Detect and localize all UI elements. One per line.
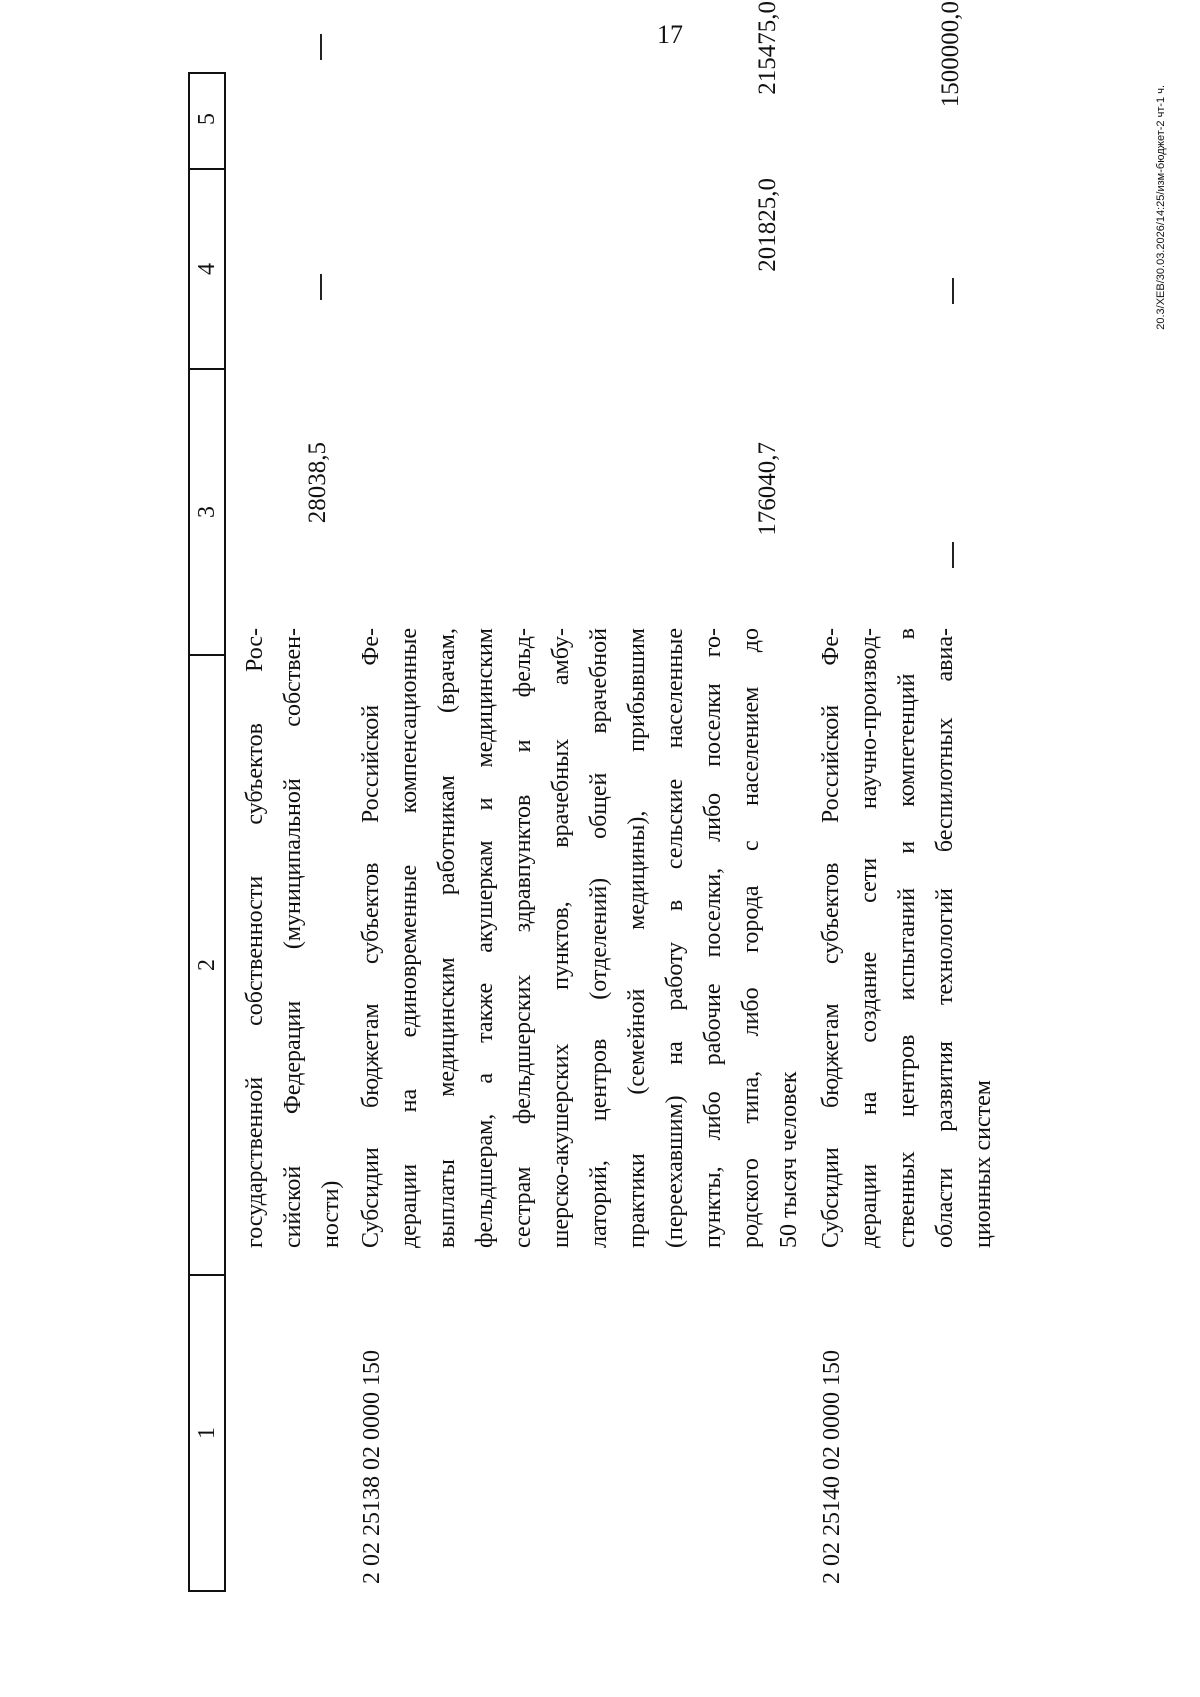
header-col-4: 4 [190, 168, 224, 368]
row-value-col4: 201825,0 [754, 178, 781, 272]
description-line: дерации на создание сети научно-производ- [856, 628, 882, 1248]
description-line: сийской Федерации (муниципальной собствен- [280, 628, 306, 1248]
description-line: государственной собственности субъектов Рос- [242, 628, 268, 1248]
dash-mark-col4 [952, 278, 954, 304]
row-description [352, 628, 808, 1248]
description-line: ности) [318, 1180, 344, 1248]
description-line: латорий, центров (отделений) общей врачебной [586, 628, 612, 1248]
header-col-3: 3 [190, 368, 224, 654]
description-line: дерации на единовременные компенсационные [396, 628, 422, 1248]
dash-mark-col3 [952, 542, 954, 568]
row-value-col5: 215475,0 [754, 1, 781, 95]
description-line: шерско-акушерских пунктов, врачебных амбу- [548, 628, 574, 1248]
row-value-col3: 176040,7 [754, 442, 781, 536]
row-description [236, 628, 350, 1248]
description-line: практики (семейной медицины), прибывшим [624, 628, 650, 1248]
row-code: 2 02 25138 02 0000 150 [359, 1350, 385, 1584]
description-line: выплаты медицинским работникам (врачам, [434, 628, 460, 1248]
header-col-5: 5 [193, 113, 220, 125]
description-line: области развития технологий беспилотных авиа- [932, 628, 958, 1248]
dash-mark-col4 [320, 274, 322, 300]
row-value-col3: 28038,5 [304, 442, 331, 524]
description-line: сестрам фельдшерских здравпунктов и фельд- [510, 628, 536, 1248]
row-description [812, 628, 1002, 1248]
row-code: 2 02 25140 02 0000 150 [819, 1350, 845, 1584]
table-header [188, 72, 226, 1592]
description-line: Субсидии бюджетам субъектов Российской Фе- [358, 628, 384, 1248]
description-line: Субсидии бюджетам субъектов Российской Фе- [818, 628, 844, 1248]
dash-mark-col5 [320, 34, 322, 60]
description-line: ственных центров испытаний и компетенций в [894, 628, 920, 1248]
header-col-1: 1 [190, 1274, 224, 1590]
description-line: ционных систем [970, 1080, 996, 1248]
page-number: 17 [657, 20, 683, 49]
description-line: родского типа, либо города с населением до [738, 628, 764, 1248]
description-line: пункты, либо рабочие поселки, либо поселки го- [700, 628, 726, 1248]
document-code: 20.3/ХЕВ/30.03.2026/14:25/изм-бюджет-2 чт-1 ч. [1155, 85, 1167, 330]
description-line: (переехавшим) на работу в сельские населенные [662, 628, 688, 1248]
row-value-col5: 1500000,0 [937, 1, 964, 108]
description-line: 50 тысяч человек [776, 1071, 802, 1248]
description-line: фельдшерам, а также акушеркам и медицинским [472, 628, 498, 1248]
header-col-2: 2 [190, 654, 224, 1274]
